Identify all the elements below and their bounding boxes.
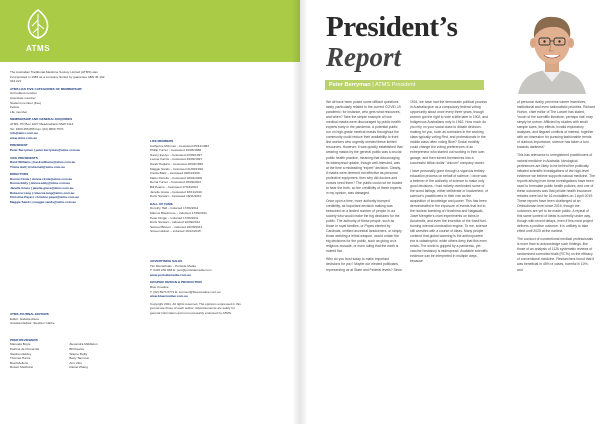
article-paragraph: The conduct of conventional medical professionals is more than to acknowledge such findings, like those of an analysis of 1126 systematic reviews of randomised controlled trials (RCTs) on the efficacy of conventional medicine. Researchers found that it was beneficial in 45% of cases, harmful in 10%, and xyxy=(517,237,595,272)
peer-reviewer: Ann Vitro xyxy=(69,360,83,365)
right-page xyxy=(300,0,600,424)
intro-list xyxy=(10,70,150,84)
intro-line: The Australian Traditional-Medicine Society Limited (ATMS) was xyxy=(10,70,98,74)
logo-band xyxy=(0,0,300,62)
intro-line: 044 221. xyxy=(10,79,23,84)
peer-reviewer: Daniel Zhang xyxy=(69,365,88,370)
journal-editors-heading: ATMS JOURNAL EDITORS xyxy=(10,312,49,316)
article-paragraph: of personal rivalry, perverse career incentives, institutional and even nationalistic priorities. Richard Horton, chief editor of The Lancet has stated, “much of the scientific literature, perhaps half, may simply be untrue. Afflicted by studies with small sample sizes, tiny effects, invalid exploratory analyses, and flagrant conflicts of interest, together with an obsession for pursuing fashionable trends of dubious importance, science has taken a turn towards darkness”. xyxy=(517,100,595,150)
director-contact[interactable]: Rebecca Lang | rebecca.lang@atms.com.au xyxy=(10,190,75,195)
hall-of-fame-member: Marcus Blackmore – inducted 17/09/2011 xyxy=(150,210,207,215)
director-contact[interactable]: Maggie Sands | maggie.sands@atms.com.au xyxy=(10,199,76,204)
president-portrait xyxy=(512,6,592,94)
left-info-column-3 xyxy=(10,309,150,370)
enquiries-line: ATMS, PO Box 1027 Meadowbank NSW 2114 xyxy=(10,121,74,126)
membership-item: Associate member xyxy=(10,95,36,100)
peer-reviewer: Robert Medhurst xyxy=(10,365,34,370)
director-contact[interactable]: Christine Payet | christine.payet@atms.com.au xyxy=(10,195,79,200)
life-member: Mario Petrello – bestowed 18/04/2000 xyxy=(150,175,203,180)
author-role: ATMS President xyxy=(374,81,416,88)
life-members-heading: LIFE MEMBERS xyxy=(150,139,174,143)
article-column-1 xyxy=(326,100,403,276)
peer-reviewer: Bill Pearce xyxy=(69,346,85,351)
peer-reviewer: Wayne Reilly xyxy=(69,351,88,356)
life-member: Catherine McInnes – bestowed 05/12/1984 xyxy=(150,143,209,148)
director-contact[interactable]: Donna Eddy | donna.eddy@atms.com.au xyxy=(10,181,70,186)
author-name: Peter Berryman xyxy=(329,81,371,88)
page-title: President’s xyxy=(326,11,458,43)
email-link[interactable]: info@atms.com.au xyxy=(10,131,38,136)
hall-of-fame-member: Samuel Bilmon – inducted 22/09/2013 xyxy=(150,224,203,229)
life-member: Maggie Sands – bestowed 21/06/1999 xyxy=(150,166,203,171)
peer-reviewer: Stephen Eddey xyxy=(10,351,32,356)
enquiries-line: Tel: 1800 456 855 Fax: (02) 9809 7570 xyxy=(10,126,64,131)
hall-of-fame-heading: HALL OF FAME xyxy=(150,201,173,206)
life-member: Freida Baitz – bestowed 09/04/1999 xyxy=(150,171,200,176)
peer-reviewer: Alexandra Middleton xyxy=(69,342,98,347)
article-column-3 xyxy=(517,100,595,276)
design-line: T: (02) 8974 8772 E: connect@bluecreative.com.au xyxy=(150,289,221,294)
design-line: Blue Creative xyxy=(150,284,169,289)
peer-reviewers-list xyxy=(10,342,150,370)
hall-of-fame-member: Simeon Edvet – inducted 16/12/2015 xyxy=(150,229,201,234)
hall-of-fame-member: Doris Stewart – inducted 22/09/2012 xyxy=(150,220,201,225)
vice-presidents-heading: VICE PRESIDENTS xyxy=(10,155,38,160)
advertising-line: Tim Montefinals – Portside Media xyxy=(150,263,196,268)
article-paragraph: Who do you trust today to make important decisions for you? Maybe our elected politicians, representing us at State and Federal levels? Since xyxy=(326,257,402,272)
vice-president-contact[interactable]: Basil Williams | basil.williams@atms.com.au xyxy=(10,160,76,165)
peer-reviewers-col-2 xyxy=(69,342,97,370)
advertising-line: T: 0415 230 883 E: port@portsidemedia.com xyxy=(150,268,212,273)
hall-of-fame-member: Peter Dingle – inducted 17/09/2011 xyxy=(150,215,199,220)
copyright-line: Copyright 2021. All rights reserved. The opinions expressed in this xyxy=(150,301,241,306)
membership-item: Life member xyxy=(10,109,28,114)
director-contact[interactable]: Janelle Grace | janelle.grace@atms.com.au xyxy=(10,186,74,191)
design-heading: GRAPHIC DESIGN & PRODUCTION xyxy=(150,280,202,285)
president-heading: PRESIDENT xyxy=(10,143,28,148)
byline: Peter Berryman | ATMS President xyxy=(329,81,416,88)
life-member: Roma Turner – bestowed 26/09/2001 xyxy=(150,180,202,185)
article-paragraph: I have personally gone through a vigorous tertiary education process on behalf of science. I once was a believer in the authority of science to make only good decisions. I had naïvely overlooked some of the worst failings, either deliberate or inadvertent, of science’s practitioners in their role as the acquisition of knowledge and power. This has been demonstrated in the exposure of events that led to the nuclear bombing of Hiroshima and Nagasaki, Josef Mengele’s cruel experiments on twins in Auschwitz, and even the invention of the fossil fuel-burning internal combustion engine. To me, science still wrestles with a course of ideas. Many people contend that global warming is the anthropocene era is catastrophic, while others deny that this even exists. The world is gripped by a pandemic, yet vaccine hesitancy is widespread. Available scientific evidence can be interpreted in multiple ways, because xyxy=(410,168,488,264)
copyright-line: general information and not necessarily endorsed by ATMS. xyxy=(150,310,232,315)
director-contact[interactable]: Donna Cirola | donna.cirola@atms.com.au xyxy=(10,176,73,181)
left-info-column-4 xyxy=(150,256,290,316)
membership-item: Student member (free) xyxy=(10,100,42,105)
peer-reviewers-heading: PEER REVIEWERS xyxy=(10,337,38,342)
peer-reviewer: Betty Tannous xyxy=(69,356,89,361)
article-paragraph: Once upon a time, more authority trumped credibility, as important decision making was bestowed on a limited number of people in our society who would make the big decisions for the public. The authority of these people, such as those in royal families, or Popes elected by Cardinals, omitted ancestral landowners, or simply those wielding a lethal weapon, would ordain the big decisions for the public, such as going on a religious crusade, or even ruling that the earth is indeed flat. xyxy=(326,198,402,254)
life-member: Phillip Turner – bestowed 16/05/1988 xyxy=(150,148,202,153)
membership-heading: ATMS HAS FIVE CATEGORIES OF MEMBERSHIP xyxy=(10,86,82,91)
life-member: Bill Pearce – bestowed 17/03/2003 xyxy=(150,184,198,189)
design-website-link[interactable]: www.bluecreative.com.au xyxy=(150,294,188,299)
logo-text: ATMS xyxy=(25,44,51,53)
page-gutter xyxy=(292,0,308,424)
website-link[interactable]: www.atms.com.au xyxy=(10,135,37,140)
life-member: Nancy Evelyn – bestowed 23/09/1997 xyxy=(150,152,202,157)
peer-reviewers-col-1 xyxy=(10,342,39,370)
life-member: Janelle Grace – bestowed 18/11/2010 xyxy=(150,189,202,194)
journal-editor: Assistant Editor: Stephen Clarke xyxy=(10,321,55,326)
life-member: Doris Stewart – bestowed 18/11/2010 xyxy=(150,194,202,199)
president-contact[interactable]: Peter Berryman | peter.berryman@atms.com.au xyxy=(10,147,80,152)
vice-president-contact[interactable]: Trisha Hall | trisha.hall@atms.com.au xyxy=(10,164,65,169)
article-paragraph: We all have been posed some difficult questions lately, particularly related to the current COVID-19 pandemic: for instance, who gets what resources, and when? Take the simple example of how medical masks were discouraged by public health experts early in the pandemic. A potential public run on high-grade medical masks throughout the community could reduce their availability to front line workers who urgently needed these limited resources. However, it was quickly established that wearing masks by the general public was a crucial public health practice, meaning that discouraging its widespread uptake, though well-intended, was at the time a misleading “expert” decision. Clearly, if masks were deemed not effective as personal protective equipment, then why did doctors and nurses need them? The public could not be trusted to hear the truth, so the credibility of these experts, in my opinion, was damaged. xyxy=(326,100,403,195)
advertising-website-link[interactable]: www.portsidemedia.com.au xyxy=(150,272,191,277)
article-paragraph: This has relevance to unregistered practitioners of natural medicine in Australia. Ideological pertinences are likely to be behind the politically initiated scientific investigations of the high-level evidence we believe supports natural medicine. The reports arising from these investigations have been used to formulate public health policies, and one of these outcomes was that private health insurance rebates were lost for 16 modalities on 1 April 2019. These reports have been challenged at an Ombudsman level since 2016, though the outcomes are yet to be made public. A repeat of this same context of ideas is currently under way, though with recent delays, even if this most project delivers a positive outcome: it is unlikely to take effect until 2025 at the earliest. xyxy=(517,153,595,234)
article-column-2 xyxy=(410,100,488,268)
hall-of-fame-member: Dorothy Hall – inducted 17/09/2011 xyxy=(150,206,199,211)
copyright-line: journal are those of each author. Advertisements are solely for xyxy=(150,306,235,311)
article-paragraph: 1901, we have had the democratic political process in Australia give us a compulsory federal voting opportunity about once every three years, though women got the right to vote a little later in 1902, and Indigenous Australians only in 1962. How much do you rely on your social class to dictate decision-making for you, such as comrades in the working class typically voting Red, and professionals in the middle class often voting Blue? Social mobility could change the voting preferences of an entrepreneur who started out working in their own garage, and then turned themselves into a successful billion dollar “unicorn” company owner. xyxy=(410,100,488,165)
left-info-column-1 xyxy=(10,70,150,204)
peer-reviewer: Patricia de Pomerolle xyxy=(10,346,40,351)
intro-line: incorporated in 1984 as a company limited by guarantee ABN 46 102 xyxy=(10,74,105,79)
life-member: Sandi Hopkins – bestowed 18/04/1999 xyxy=(150,161,203,166)
peer-reviewer: Thomas Harris xyxy=(10,356,31,361)
life-member: Leonie Cairns – bestowed 29/09/1997 xyxy=(150,157,203,162)
enquiries-heading: MEMBERSHIP AND GENERAL ENQUIRIES xyxy=(10,117,73,122)
peer-reviewer: Manuela Boyle xyxy=(10,342,31,347)
peer-reviewer: Brad Mellens xyxy=(10,360,29,365)
left-info-column-2 xyxy=(150,136,290,234)
directors-heading: DIRECTORS xyxy=(10,172,29,177)
membership-item: Fellow xyxy=(10,105,19,110)
advertising-heading: ADVERTISING SALES xyxy=(150,259,183,263)
page-subtitle: Report xyxy=(326,42,402,72)
journal-editor: Editor: Isabella Aleca xyxy=(10,316,39,321)
membership-item: Accredited member xyxy=(10,91,37,96)
